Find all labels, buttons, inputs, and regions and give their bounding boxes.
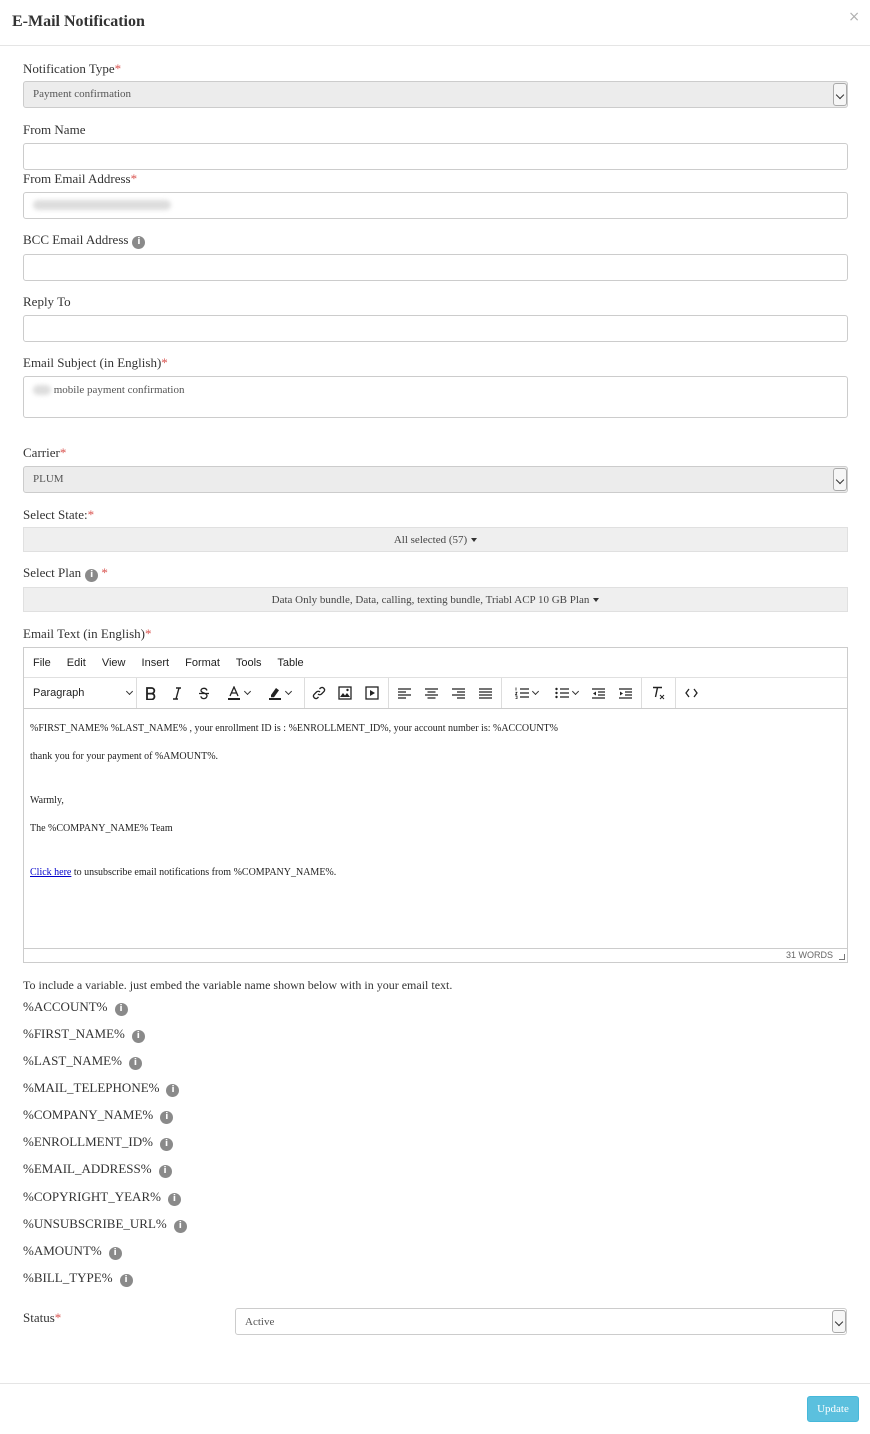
- notification-type-select[interactable]: Payment confirmation: [23, 81, 848, 108]
- text-color-icon[interactable]: [220, 678, 256, 708]
- variable-item: %ENROLLMENT_ID% i: [23, 1134, 173, 1151]
- variable-item: %UNSUBSCRIBE_URL% i: [23, 1216, 187, 1233]
- menu-file[interactable]: File: [33, 657, 51, 669]
- clear-formatting-icon[interactable]: [647, 678, 669, 708]
- from-email-label: From Email Address*: [23, 171, 138, 186]
- variable-item: %BILL_TYPE% i: [23, 1270, 133, 1287]
- menu-edit[interactable]: Edit: [66, 657, 86, 669]
- word-count: 31 WORDS: [785, 950, 833, 960]
- italic-icon[interactable]: [167, 678, 187, 708]
- chevron-down-icon: [243, 688, 250, 695]
- chevron-down-icon: [833, 468, 847, 491]
- info-icon[interactable]: i: [129, 1057, 142, 1070]
- info-icon[interactable]: i: [159, 1165, 172, 1178]
- info-icon[interactable]: i: [160, 1138, 173, 1151]
- align-left-icon[interactable]: [393, 678, 415, 708]
- carrier-select[interactable]: PLUM: [23, 466, 848, 493]
- editor-toolbar: [24, 678, 847, 709]
- select-plan-label: Select Plan i *: [23, 565, 108, 580]
- notification-type-label: Notification Type*: [23, 61, 122, 76]
- modal-title: E-Mail Notification: [12, 13, 145, 30]
- info-icon[interactable]: i: [160, 1111, 173, 1124]
- from-name-input[interactable]: [23, 143, 848, 170]
- bcc-email-label: BCC Email Address i: [23, 232, 145, 249]
- image-icon[interactable]: [334, 678, 356, 708]
- variable-item: %COMPANY_NAME% i: [23, 1107, 173, 1124]
- variable-item: %COPYRIGHT_YEAR% i: [23, 1189, 181, 1206]
- caret-down-icon: [471, 538, 477, 542]
- info-icon[interactable]: i: [85, 569, 98, 582]
- reply-to-input[interactable]: [23, 315, 848, 342]
- variable-item: %FIRST_NAME% i: [23, 1026, 145, 1043]
- align-right-icon[interactable]: [447, 678, 469, 708]
- media-icon[interactable]: [361, 678, 383, 708]
- menu-view[interactable]: View: [101, 657, 126, 669]
- variables-help-text: To include a variable. just embed the variable name shown below with in your email text.: [23, 978, 453, 992]
- highlight-color-icon[interactable]: [260, 678, 298, 708]
- chevron-down-icon: [833, 83, 847, 106]
- align-center-icon[interactable]: [420, 678, 442, 708]
- status-label: Status*: [23, 1310, 62, 1325]
- caret-down-icon: [593, 598, 599, 602]
- info-icon[interactable]: i: [132, 1030, 145, 1043]
- block-format-dropdown[interactable]: Paragraph: [24, 678, 132, 708]
- from-email-input[interactable]: [23, 192, 848, 219]
- info-icon[interactable]: i: [166, 1084, 179, 1097]
- source-code-icon[interactable]: [680, 678, 702, 708]
- select-state-label: Select State:*: [23, 507, 95, 522]
- chevron-down-icon: [284, 688, 291, 695]
- variable-item: %MAIL_TELEPHONE% i: [23, 1080, 179, 1097]
- strikethrough-icon[interactable]: [194, 678, 214, 708]
- bullet-list-icon[interactable]: [547, 678, 585, 708]
- modal-footer: [0, 1383, 870, 1434]
- modal-header: [0, 0, 870, 46]
- info-icon[interactable]: i: [168, 1193, 181, 1206]
- bcc-email-input[interactable]: [23, 254, 848, 281]
- close-icon[interactable]: ×: [848, 9, 860, 25]
- email-text-label: Email Text (in English)*: [23, 626, 152, 641]
- chevron-down-icon: [571, 688, 578, 695]
- bold-icon[interactable]: [141, 678, 161, 708]
- plan-multiselect[interactable]: Data Only bundle, Data, calling, texting bundle, Triabl ACP 10 GB Plan: [23, 587, 848, 612]
- email-line: thank you for your payment of %AMOUNT%.: [30, 751, 219, 762]
- reply-to-label: Reply To: [23, 294, 71, 309]
- variable-item: %AMOUNT% i: [23, 1243, 122, 1260]
- indent-icon[interactable]: [614, 678, 636, 708]
- align-justify-icon[interactable]: [474, 678, 496, 708]
- info-icon[interactable]: i: [115, 1003, 128, 1016]
- email-subject-label: Email Subject (in English)*: [23, 355, 168, 370]
- menu-insert[interactable]: Insert: [141, 657, 170, 669]
- outdent-icon[interactable]: [587, 678, 609, 708]
- from-name-label: From Name: [23, 122, 86, 137]
- resize-handle-icon[interactable]: [839, 954, 845, 960]
- info-icon[interactable]: i: [109, 1247, 122, 1260]
- update-button[interactable]: Update: [807, 1396, 859, 1422]
- email-subject-input[interactable]: mobile payment confirmation: [23, 376, 848, 418]
- info-icon[interactable]: i: [174, 1220, 187, 1233]
- email-line: The %COMPANY_NAME% Team: [30, 823, 173, 834]
- status-select[interactable]: Active: [235, 1308, 847, 1335]
- info-icon[interactable]: i: [132, 236, 145, 249]
- redacted-value: [33, 200, 171, 210]
- unsubscribe-link[interactable]: Click here: [30, 867, 72, 878]
- state-multiselect[interactable]: All selected (57): [23, 527, 848, 552]
- email-line: Warmly,: [30, 795, 64, 806]
- menu-format[interactable]: Format: [185, 657, 220, 669]
- menu-tools[interactable]: Tools: [235, 657, 262, 669]
- link-icon[interactable]: [308, 678, 330, 708]
- numbered-list-icon[interactable]: [507, 678, 545, 708]
- chevron-down-icon: [832, 1310, 846, 1333]
- variable-item: %ACCOUNT% i: [23, 999, 128, 1016]
- variable-item: %EMAIL_ADDRESS% i: [23, 1161, 172, 1178]
- editor-statusbar: [24, 948, 847, 962]
- email-line: Click here to unsubscribe email notifications from %COMPANY_NAME%.: [30, 867, 337, 878]
- rich-text-editor: [23, 647, 848, 963]
- chevron-down-icon: [531, 688, 538, 695]
- variable-item: %LAST_NAME% i: [23, 1053, 142, 1070]
- redacted-value: [33, 385, 51, 395]
- chevron-down-icon: [126, 688, 133, 695]
- editor-menubar: [24, 648, 847, 678]
- editor-content[interactable]: [24, 709, 847, 949]
- email-line: %FIRST_NAME% %LAST_NAME% , your enrollment ID is : %ENROLLMENT_ID%, your account number is: %ACCOUNT%: [30, 723, 558, 734]
- info-icon[interactable]: i: [120, 1274, 133, 1287]
- menu-table[interactable]: Table: [277, 657, 304, 669]
- carrier-label: Carrier*: [23, 445, 67, 460]
